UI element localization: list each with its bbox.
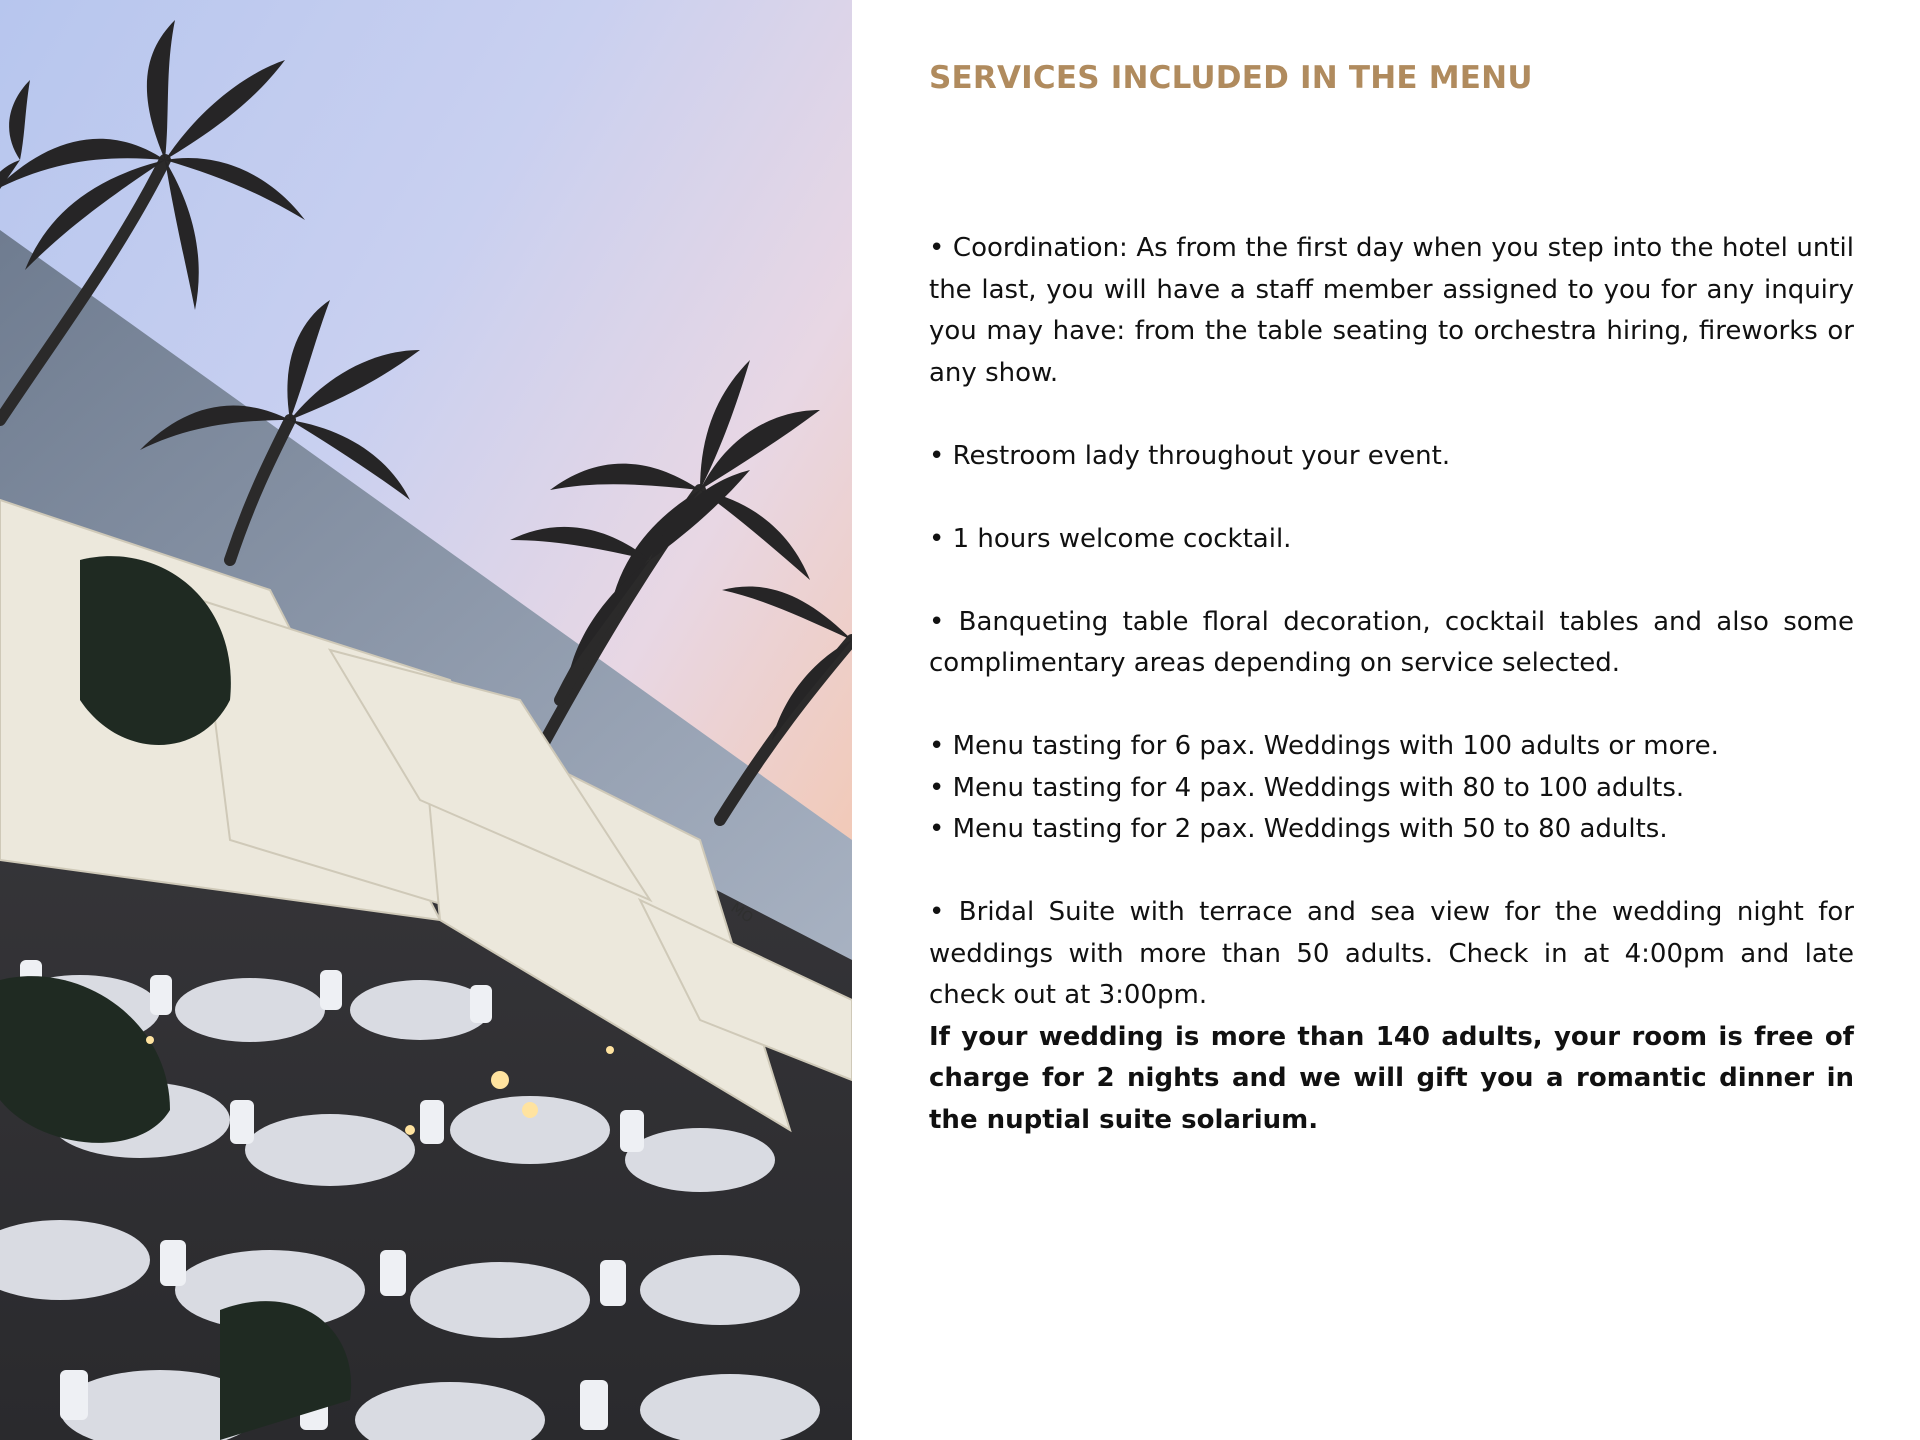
- bullet-bridal-suite: • Bridal Suite with terrace and sea view for the wedding night for weddings with more than 50 adults. Check in at 4:00pm and late check out at 3:00pm.: [929, 897, 1854, 1010]
- bullet-tasting-6: • Menu tasting for 6 pax. Weddings with 100 adults or more.: [929, 731, 1719, 761]
- page-title: SERVICES INCLUDED IN THE MENU: [929, 60, 1533, 96]
- bullet-tasting-2: • Menu tasting for 2 pax. Weddings with 50 to 80 adults.: [929, 814, 1668, 844]
- services-text-panel: [929, 0, 1854, 1440]
- bullet-restroom: • Restroom lady throughout your event.: [929, 440, 1451, 471]
- building-sign: MO: [727, 900, 756, 927]
- bullet-floral: • Banqueting table floral decoration, cocktail tables and also some complimentary areas depending on service selected.: [929, 606, 1854, 678]
- bullet-tasting-4: • Menu tasting for 4 pax. Weddings with 80 to 100 adults.: [929, 772, 1685, 803]
- wedding-terrace-photo: [0, 0, 852, 1440]
- services-list: [929, 228, 1854, 1141]
- bullet-coordination: • Coordination: As from the first day when you step into the hotel until the last, you will have a staff member assigned to you for any inquiry you may have: from the table seating to orchestra hiring, fireworks or any show.: [929, 233, 1854, 388]
- free-room-note: If your wedding is more than 140 adults, your room is free of charge for 2 nights and we will gift you a romantic dinner in the nuptial suite solarium.: [929, 1021, 1854, 1135]
- photo-illustration: [0, 0, 852, 1440]
- bullet-cocktail: • 1 hours welcome cocktail.: [929, 523, 1292, 554]
